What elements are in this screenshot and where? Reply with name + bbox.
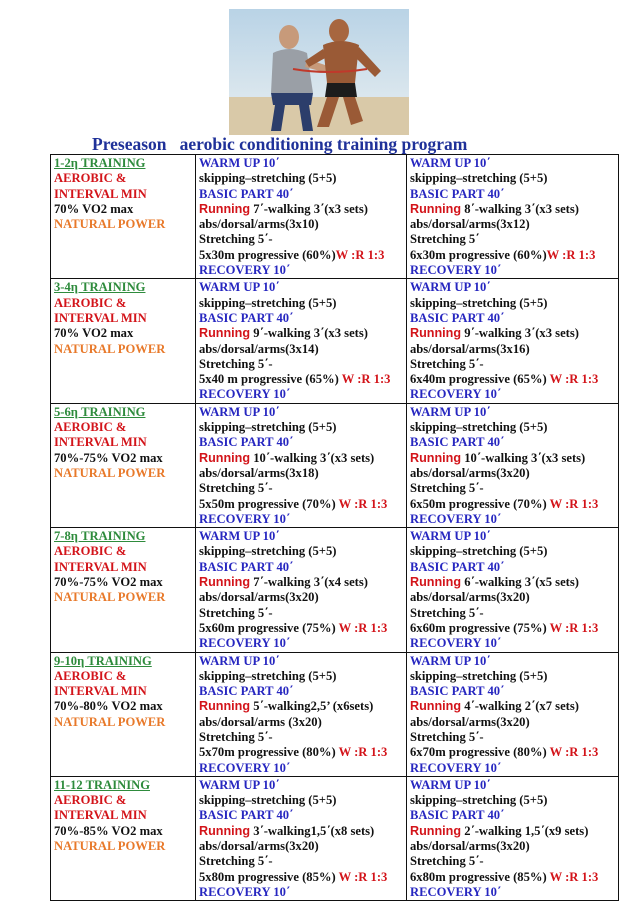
basic-part-line: BASIC PART 40΄ [410,310,505,325]
running-line [410,824,618,839]
abs-dorsal-line: abs/dorsal/arms (3x20) [199,714,322,729]
skipping-line: skipping–stretching (5+5) [199,793,337,808]
running-line [199,451,406,466]
training-type: AEROBIC & [54,544,127,559]
training-week: 5-6η TRAINING [54,404,146,419]
running-label: Running [199,450,251,465]
training-interval: INTERVAL MIN [54,435,147,450]
running-line [199,326,406,341]
page-title: Preseason aerobic conditioning training program [92,134,468,154]
stretching-line: Stretching 5΄- [410,605,484,620]
work-rest-ratio: W :R 1:3 [338,620,388,635]
progressive-detail: 5x70m progressive (80%) [199,745,339,760]
progressive-detail: 6x50m progressive (70%) [410,496,550,511]
walking-detail: 9΄-walking 3΄(x3 sets) [250,326,368,341]
session-cell-left [196,776,407,900]
running-line [410,575,618,590]
abs-dorsal-line: abs/dorsal/arms(3x20) [199,839,319,854]
walking-detail: 6΄-walking 3΄(x5 sets) [461,575,579,590]
progressive-detail: 6x40m progressive (65%) [410,372,550,387]
training-program-body [51,155,619,901]
training-label-cell [51,279,196,403]
warm-up-line: WARM UP 10΄ [410,280,491,295]
walking-detail: 9΄-walking 3΄(x3 sets) [461,326,579,341]
abs-dorsal-line: abs/dorsal/arms(3x10) [199,217,319,232]
skipping-line: skipping–stretching (5+5) [410,793,548,808]
walking-detail: 7΄-walking 3΄(x4 sets) [250,575,368,590]
abs-dorsal-line: abs/dorsal/arms(3x14) [199,341,319,356]
warm-up-line: WARM UP 10΄ [199,529,280,544]
work-rest-ratio: W :R 1:3 [338,496,388,511]
training-intensity: 70%-80% VO2 max [54,699,163,714]
recovery-line: RECOVERY 10΄ [199,760,291,775]
table-row [51,652,619,776]
basic-part-line: BASIC PART 40΄ [410,559,505,574]
table-row [51,403,619,527]
running-line [199,575,406,590]
progressive-line [410,745,618,760]
warm-up-line: WARM UP 10΄ [199,280,280,295]
stretching-line: Stretching 5΄- [199,729,273,744]
basic-part-line: BASIC PART 40΄ [199,435,294,450]
stretching-line: Stretching 5΄- [410,356,484,371]
running-line [410,451,618,466]
skipping-line: skipping–stretching (5+5) [410,420,548,435]
progressive-detail: 5x50m progressive (70%) [199,496,339,511]
warm-up-line: WARM UP 10΄ [410,404,491,419]
recovery-line: RECOVERY 10΄ [199,511,291,526]
progressive-line [199,372,406,387]
walking-detail: 3΄-walking1,5΄(x8 sets) [250,823,375,838]
running-line [410,699,618,714]
work-rest-ratio: W :R 1:3 [338,869,388,884]
training-label-cell [51,403,196,527]
training-focus: NATURAL POWER [54,341,166,356]
recovery-line: RECOVERY 10΄ [410,387,502,402]
training-intensity: 70%-75% VO2 max [54,450,163,465]
abs-dorsal-line: abs/dorsal/arms(3x20) [410,714,530,729]
basic-part-line: BASIC PART 40΄ [199,684,294,699]
running-label: Running [410,699,462,714]
table-row [51,776,619,900]
training-focus: NATURAL POWER [54,714,166,729]
walking-detail: 7΄-walking 3΄(x3 sets) [250,201,368,216]
running-label: Running [199,699,251,714]
recovery-line: RECOVERY 10΄ [410,760,502,775]
skipping-line: skipping–stretching (5+5) [410,295,548,310]
stretching-line: Stretching 5΄- [199,605,273,620]
stretching-line: Stretching 5΄- [410,729,484,744]
running-label: Running [199,823,251,838]
recovery-line: RECOVERY 10΄ [199,884,291,899]
work-rest-ratio: W :R 1:3 [341,372,391,387]
training-week: 3-4η TRAINING [54,280,146,295]
basic-part-line: BASIC PART 40΄ [410,435,505,450]
athletes-photo-image [229,9,409,135]
stretching-line: Stretching 5΄- [199,854,273,869]
session-cell-right [407,155,619,279]
training-interval: INTERVAL MIN [54,684,147,699]
warm-up-line: WARM UP 10΄ [199,777,280,792]
basic-part-line: BASIC PART 40΄ [199,559,294,574]
training-focus: NATURAL POWER [54,465,166,480]
recovery-line: RECOVERY 10΄ [410,636,502,651]
session-cell-right [407,279,619,403]
session-cell-left [196,528,407,652]
session-cell-left [196,652,407,776]
table-row [51,155,619,279]
running-line [199,699,406,714]
session-cell-left [196,279,407,403]
warm-up-line: WARM UP 10΄ [199,404,280,419]
stretching-line: Stretching 5΄- [410,854,484,869]
stretching-line: Stretching 5΄- [199,356,273,371]
progressive-line [199,870,406,885]
training-label-cell [51,155,196,279]
training-label-cell [51,652,196,776]
abs-dorsal-line: abs/dorsal/arms(3x20) [410,465,530,480]
walking-detail: 5΄-walking2,5’ (x6sets) [250,699,374,714]
walking-detail: 4΄-walking 2΄(x7 sets) [461,699,579,714]
walking-detail: 8΄-walking 3΄(x3 sets) [461,201,579,216]
recovery-line: RECOVERY 10΄ [410,884,502,899]
training-intensity: 70%-75% VO2 max [54,575,163,590]
running-label: Running [199,575,251,590]
work-rest-ratio: W :R 1:3 [549,620,599,635]
progressive-detail: 6x70m progressive (80%) [410,745,550,760]
progressive-detail: 6x80m progressive (85%) [410,869,550,884]
skipping-line: skipping–stretching (5+5) [199,420,337,435]
progressive-line [199,248,406,263]
running-label: Running [410,575,462,590]
walking-detail: 2΄-walking 1,5΄(x9 sets) [461,823,589,838]
work-rest-ratio: W :R 1:3 [335,247,385,262]
training-label-cell [51,776,196,900]
stretching-line: Stretching 5΄- [410,481,484,496]
basic-part-line: BASIC PART 40΄ [410,186,505,201]
progressive-detail: 5x30m progressive (60%) [199,247,336,262]
running-label: Running [410,823,462,838]
warm-up-line: WARM UP 10΄ [199,156,280,170]
abs-dorsal-line: abs/dorsal/arms(3x20) [410,839,530,854]
work-rest-ratio: W :R 1:3 [546,247,596,262]
table-row [51,279,619,403]
training-week: 9-10η TRAINING [54,653,152,668]
running-label: Running [410,450,462,465]
skipping-line: skipping–stretching (5+5) [199,171,337,186]
skipping-line: skipping–stretching (5+5) [410,668,548,683]
progressive-detail: 5x60m progressive (75%) [199,620,339,635]
progressive-detail: 5x40 m progressive (65%) [199,372,342,387]
session-cell-left [196,403,407,527]
abs-dorsal-line: abs/dorsal/arms(3x18) [199,465,319,480]
training-type: AEROBIC & [54,171,127,186]
progressive-line [410,372,618,387]
skipping-line: skipping–stretching (5+5) [199,295,337,310]
progressive-line [410,621,618,636]
abs-dorsal-line: abs/dorsal/arms(3x20) [410,590,530,605]
warm-up-line: WARM UP 10΄ [199,653,280,668]
progressive-line [410,497,618,512]
running-label: Running [410,326,462,341]
session-cell-left [196,155,407,279]
running-label: Running [199,201,251,216]
training-intensity: 70%-85% VO2 max [54,823,163,838]
session-cell-right [407,652,619,776]
skipping-line: skipping–stretching (5+5) [410,544,548,559]
progressive-line [199,497,406,512]
running-label: Running [410,201,462,216]
work-rest-ratio: W :R 1:3 [549,869,599,884]
session-cell-right [407,776,619,900]
training-label-cell [51,528,196,652]
basic-part-line: BASIC PART 40΄ [410,684,505,699]
training-interval: INTERVAL MIN [54,808,147,823]
training-interval: INTERVAL MIN [54,186,147,201]
progressive-line [410,248,618,263]
table-row [51,528,619,652]
recovery-line: RECOVERY 10΄ [199,636,291,651]
training-type: AEROBIC & [54,420,127,435]
progressive-line [199,621,406,636]
training-focus: NATURAL POWER [54,590,166,605]
training-intensity: 70% VO2 max [54,326,134,341]
training-intensity: 70% VO2 max [54,201,134,216]
warm-up-line: WARM UP 10΄ [410,529,491,544]
training-focus: NATURAL POWER [54,217,166,232]
basic-part-line: BASIC PART 40΄ [199,808,294,823]
training-type: AEROBIC & [54,668,127,683]
training-interval: INTERVAL MIN [54,559,147,574]
training-week: 11-12 TRAINING [54,777,150,792]
warm-up-line: WARM UP 10΄ [410,653,491,668]
stretching-line: Stretching 5΄ [410,232,480,247]
skipping-line: skipping–stretching (5+5) [199,544,337,559]
walking-detail: 10΄-walking 3΄(x3 sets) [250,450,375,465]
walking-detail: 10΄-walking 3΄(x3 sets) [461,450,586,465]
work-rest-ratio: W :R 1:3 [549,496,599,511]
work-rest-ratio: W :R 1:3 [338,745,388,760]
recovery-line: RECOVERY 10΄ [410,511,502,526]
abs-dorsal-line: abs/dorsal/arms(3x20) [199,590,319,605]
basic-part-line: BASIC PART 40΄ [199,186,294,201]
work-rest-ratio: W :R 1:3 [549,745,599,760]
recovery-line: RECOVERY 10΄ [199,387,291,402]
running-line [410,202,618,217]
session-cell-right [407,403,619,527]
running-label: Running [199,326,251,341]
stretching-line: Stretching 5΄- [199,232,273,247]
skipping-line: skipping–stretching (5+5) [199,668,337,683]
basic-part-line: BASIC PART 40΄ [199,310,294,325]
session-cell-right [407,528,619,652]
abs-dorsal-line: abs/dorsal/arms(3x12) [410,217,530,232]
training-interval: INTERVAL MIN [54,310,147,325]
training-type: AEROBIC & [54,793,127,808]
training-focus: NATURAL POWER [54,839,166,854]
progressive-detail: 6x30m progressive (60%) [410,247,547,262]
running-line [199,824,406,839]
basic-part-line: BASIC PART 40΄ [410,808,505,823]
running-line [199,202,406,217]
training-program-table [50,154,619,901]
work-rest-ratio: W :R 1:3 [549,372,599,387]
recovery-line: RECOVERY 10΄ [199,263,291,278]
skipping-line: skipping–stretching (5+5) [410,171,548,186]
progressive-detail: 5x80m progressive (85%) [199,869,339,884]
stretching-line: Stretching 5΄- [199,481,273,496]
training-week: 7-8η TRAINING [54,529,146,544]
athletes-photo [229,9,409,135]
running-line [410,326,618,341]
training-week: 1-2η TRAINING [54,156,146,170]
warm-up-line: WARM UP 10΄ [410,156,491,170]
progressive-detail: 6x60m progressive (75%) [410,620,550,635]
training-type: AEROBIC & [54,295,127,310]
recovery-line: RECOVERY 10΄ [410,263,502,278]
warm-up-line: WARM UP 10΄ [410,777,491,792]
abs-dorsal-line: abs/dorsal/arms(3x16) [410,341,530,356]
progressive-line [410,870,618,885]
progressive-line [199,745,406,760]
